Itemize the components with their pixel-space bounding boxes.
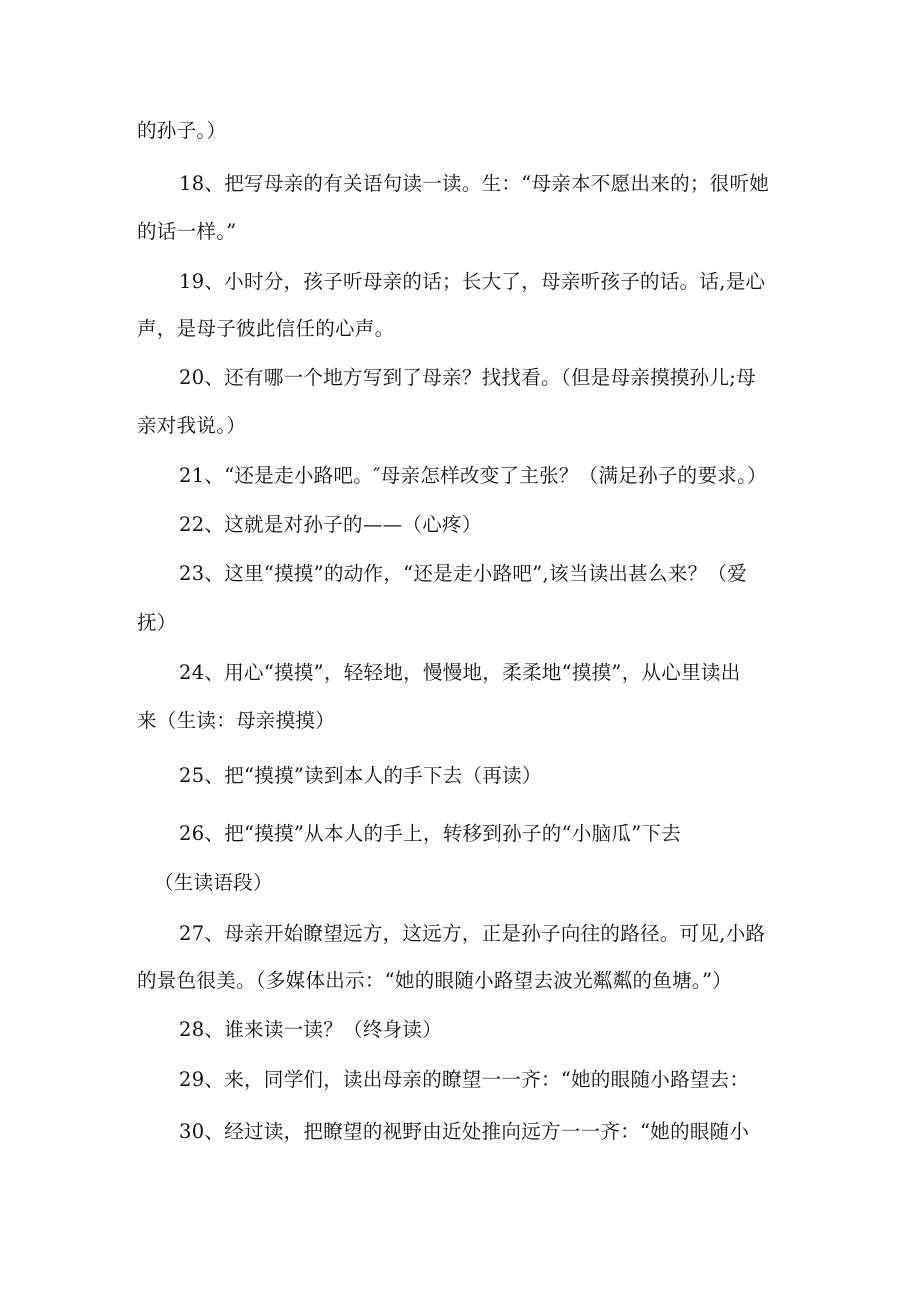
text-line: 19、小时分，孩子听母亲的话；长大了，母亲听孩子的话。话,是心 <box>179 270 766 293</box>
text-line: 18、把写母亲的有关语句读一读。生：“母亲本不愿出来的；很听她 <box>179 172 770 195</box>
text-line: 声，是母子彼此信任的心声。 <box>137 317 395 340</box>
text-line: 24、用心“摸摸”，轻轻地，慢慢地，柔柔地“摸摸”，从心里读出 <box>179 661 741 684</box>
text-line: （生读语段） <box>154 871 273 894</box>
text-line: 29、来，同学们，读出母亲的瞭望一一齐：“她的眼随小路望去： <box>179 1068 750 1091</box>
text-line: 亲对我说。） <box>137 414 247 437</box>
text-line: 的话一样。” <box>137 220 237 243</box>
text-line: 23、这里“摸摸”的动作，“还是走小路吧”,该当读出甚么来？（爱 <box>179 562 747 585</box>
text-line: 20、还有哪一个地方写到了母亲？找找看。（但是母亲摸摸孙儿;母 <box>179 366 756 389</box>
text-line: 的孙子。） <box>137 119 227 142</box>
text-line: 26、把“摸摸”从本人的手上，转移到孙子的“小脑瓜”下去 <box>179 822 682 845</box>
text-line: 来（生读：母亲摸摸） <box>137 709 336 732</box>
text-line: 的景色很美。（多媒体出示：“她的眼随小路望去波光粼粼的鱼塘。”） <box>137 969 733 992</box>
text-line: 22、这就是对孙子的——（心疼） <box>179 513 482 536</box>
text-line: 27、母亲开始瞭望远方，这远方，正是孙子向往的路径。可见,小路 <box>179 922 766 945</box>
text-line: 28、谁来读一读？（终身读） <box>179 1018 443 1041</box>
text-line: 25、把“摸摸”读到本人的手下去（再读） <box>179 764 542 787</box>
text-line: 抚） <box>137 611 177 634</box>
text-line: 21、“还是走小路吧。″母亲怎样改变了主张？（满足孙子的要求。） <box>179 464 767 487</box>
text-line: 30、经过读，把瞭望的视野由近处推向远方一一齐：“她的眼随小 <box>179 1120 750 1143</box>
